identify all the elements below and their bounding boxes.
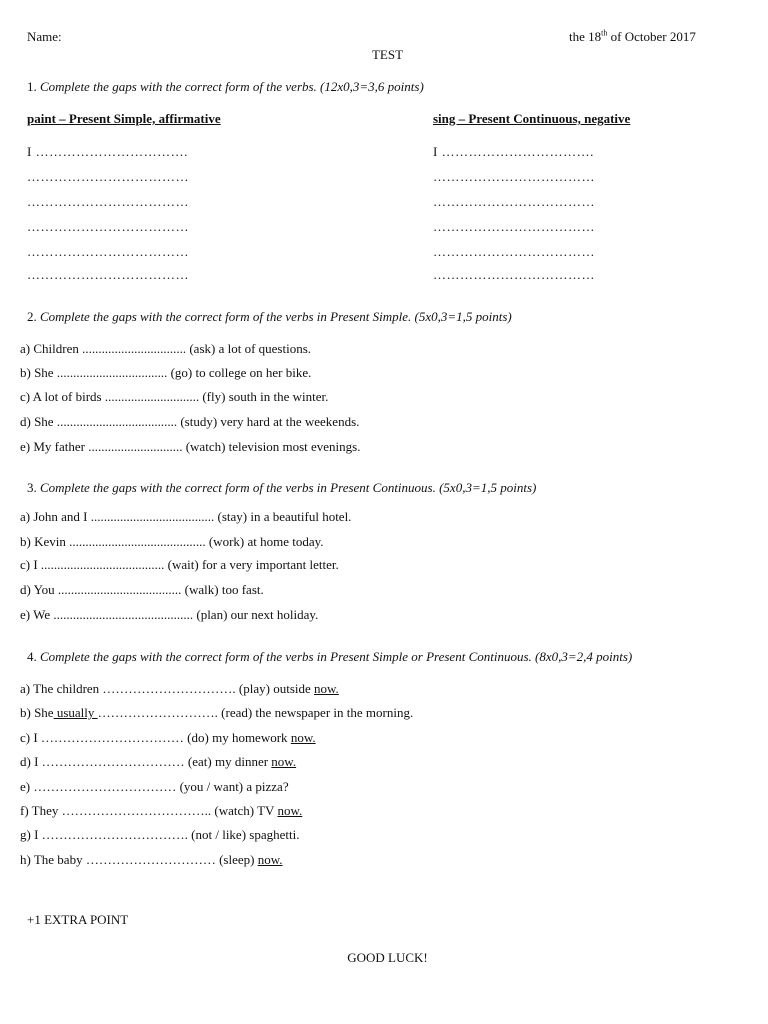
ex4-item-c-text: c) I …………………………… (do) my homework [20, 730, 291, 745]
ex4-instruction-line [27, 650, 632, 663]
ex4-number: 4. [27, 649, 37, 664]
ex1-instruction: Complete the gaps with the correct form of the verbs. (12x0,3=3,6 points) [40, 79, 424, 94]
ex3-instruction-line [27, 481, 536, 494]
ex4-item-f [20, 804, 302, 817]
ex2-number: 2. [27, 309, 37, 324]
ex4-item-c [20, 731, 316, 744]
ex4-item-c-underlined: now. [290, 730, 316, 745]
ex1-col2-gap-6: ……………………………… [433, 267, 595, 282]
ex1-number: 1. [27, 79, 37, 94]
ex1-col2-gap-4: ……………………………… [433, 219, 595, 234]
ex4-item-f-text: f) They …………………………….. (watch) TV [20, 803, 278, 818]
ex1-col1-gap-4: ……………………………… [27, 219, 189, 234]
ex2-item-d: d) She ..................................... (study) very hard at the weekends. [20, 414, 360, 429]
good-luck: GOOD LUCK! [347, 950, 428, 965]
ex4-item-g-text: g) I ……………………………. (not / like) spaghetti. [20, 827, 300, 842]
ex4-item-b-tail: ………………………. (read) the newspaper in the morning. [97, 705, 414, 720]
page-title: TEST [371, 47, 404, 62]
ex2-item-a: a) Children ................................ (ask) a lot of questions. [20, 341, 312, 356]
ex4-item-a-underlined: now. [314, 681, 339, 696]
ex1-col1-heading: paint – Present Simple, affirmative [27, 111, 221, 126]
ex1-col2-gap-5: ……………………………… [433, 244, 595, 259]
ex1-col2-heading: sing – Present Continuous, negative [433, 111, 631, 126]
ex1-col2-gap-3: ……………………………… [433, 194, 595, 209]
ex1-col1-gap-3: ……………………………… [27, 194, 189, 209]
ex4-item-b-underlined: usually [53, 705, 98, 720]
ex1-col1-gap-2: ……………………………… [27, 169, 189, 184]
ex4-item-d-text: d) I …………………………… (eat) my dinner [20, 754, 272, 769]
extra-point: +1 EXTRA POINT [27, 912, 129, 927]
ex4-item-d-underlined: now. [271, 754, 297, 769]
ex4-item-b-text: b) She [20, 705, 54, 720]
ex4-item-h-underlined: now. [257, 852, 283, 867]
ex3-item-b: b) Kevin .......................................... (work) at home today. [20, 534, 324, 549]
ex4-item-e-text: e) …………………………… (you / want) a pizza? [20, 779, 289, 794]
ex2-item-b: b) She .................................. (go) to college on her bike. [20, 365, 312, 380]
ex3-item-e: e) We ........................................... (plan) our next holiday. [20, 607, 319, 622]
ex2-item-e: e) My father ............................. (watch) television most evenings. [20, 439, 361, 454]
ex3-item-c: c) I ...................................... (wait) for a very important letter. [20, 557, 339, 572]
ex4-item-e [20, 780, 289, 793]
ex1-col1-gap-6: ……………………………… [27, 267, 189, 282]
test-date [569, 30, 696, 43]
ex3-instruction: Complete the gaps with the correct form of the verbs in Present Continuous. (5x0,3=1,5 points) [40, 480, 537, 495]
ex1-col1-gap-5: ……………………………… [27, 244, 189, 259]
ex4-item-d [20, 755, 296, 768]
ex1-col2-gap-2: ……………………………… [433, 169, 595, 184]
ex3-number: 3. [27, 480, 37, 495]
date-prefix: the 18 [569, 29, 602, 44]
ex1-col2-gap-1: I ……………………………. [433, 144, 594, 159]
date-suffix: of October 2017 [607, 29, 696, 44]
date-ordinal: th [601, 28, 608, 38]
ex3-item-d: d) You ...................................... (walk) too fast. [20, 582, 264, 597]
ex4-item-f-underlined: now. [277, 803, 303, 818]
ex4-item-h [20, 853, 283, 866]
ex4-item-a-text: a) The children …………………………. (play) outside [20, 681, 315, 696]
ex2-instruction-line [27, 310, 512, 323]
name-label: Name: [27, 29, 62, 44]
ex4-item-g [20, 828, 299, 841]
ex2-item-c: c) A lot of birds ............................. (fly) south in the winter. [20, 389, 329, 404]
ex3-item-a: a) John and I ...................................... (stay) in a beautiful hotel. [20, 509, 352, 524]
ex2-instruction: Complete the gaps with the correct form of the verbs in Present Simple. (5x0,3=1,5 points) [40, 309, 512, 324]
ex4-instruction: Complete the gaps with the correct form of the verbs in Present Simple or Present Continuous. (8x0,3=2,4 points) [40, 649, 633, 664]
ex1-instruction-line [27, 80, 424, 93]
ex4-item-h-text: h) The baby ………………………… (sleep) [20, 852, 258, 867]
ex4-item-a [20, 682, 339, 695]
ex4-item-b [20, 706, 413, 719]
ex1-col1-gap-1: I ……………………………. [27, 144, 188, 159]
